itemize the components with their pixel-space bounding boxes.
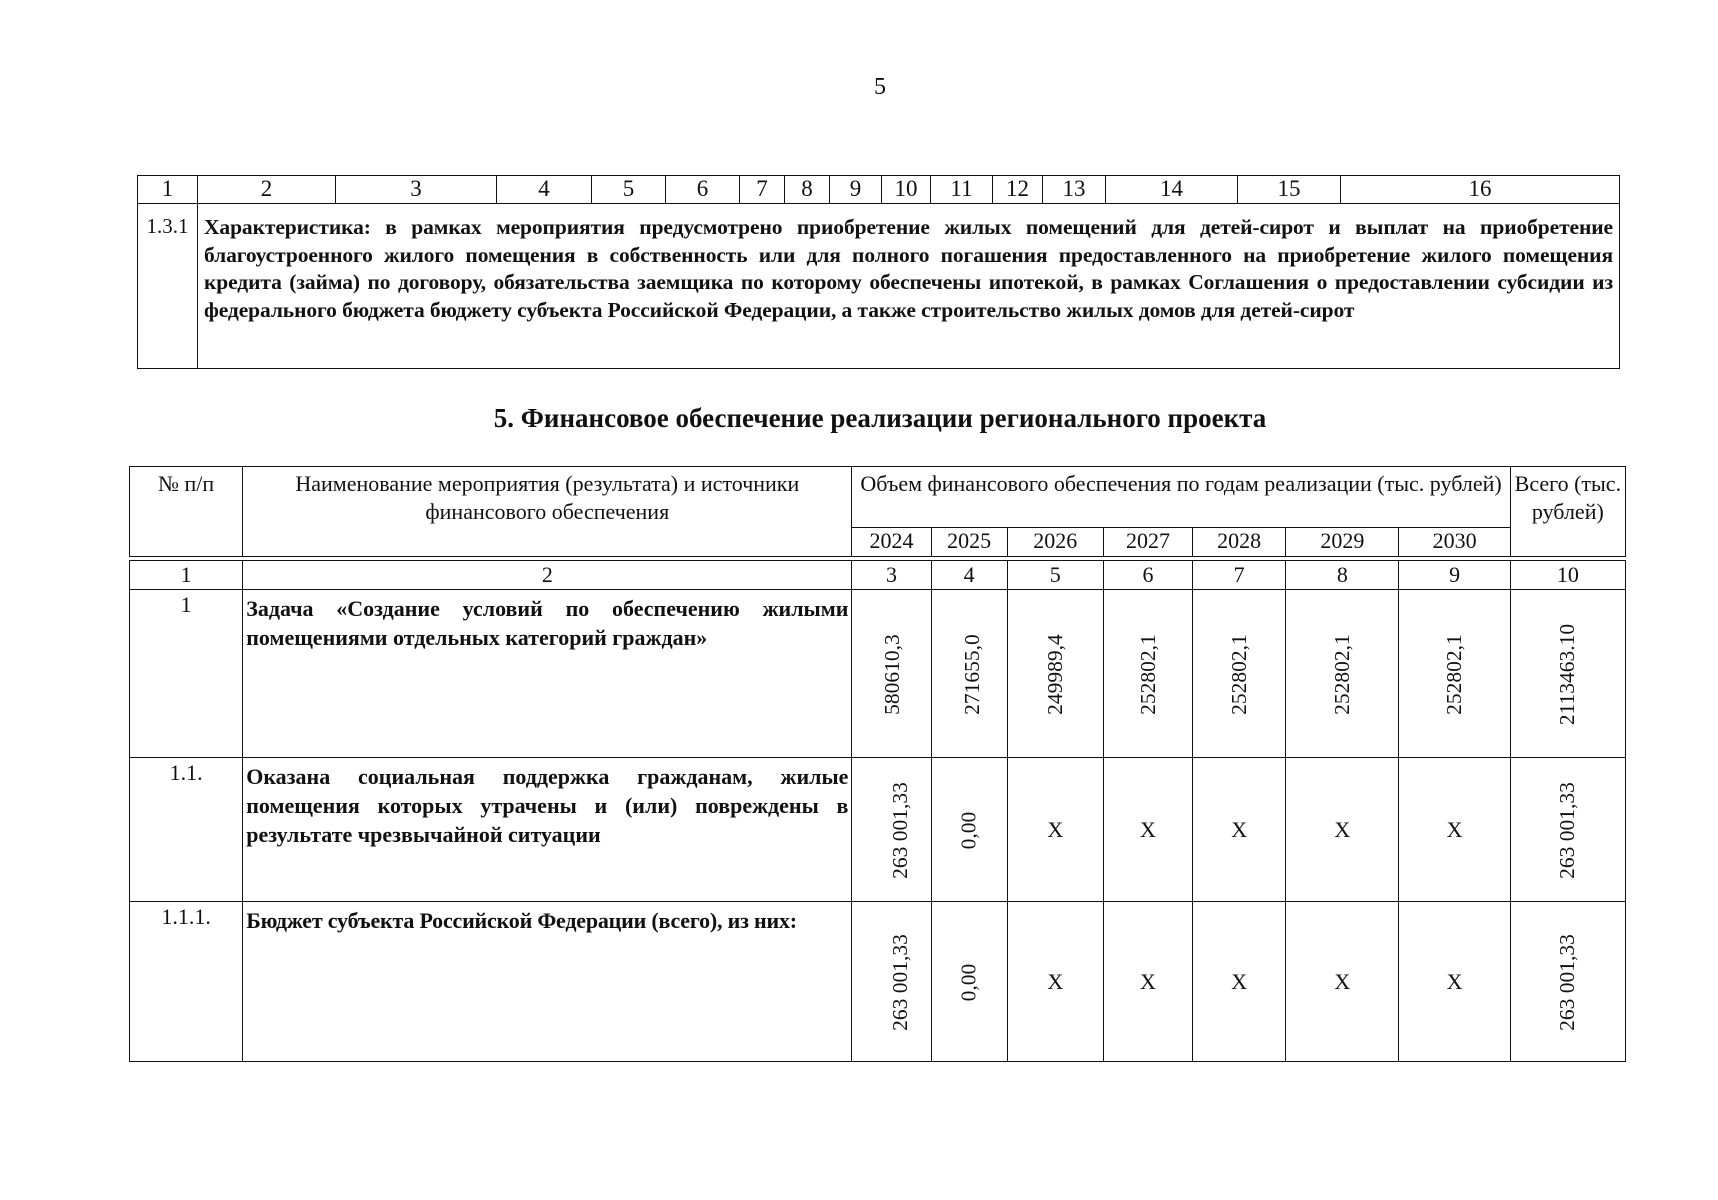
row-name: Оказана социальная поддержка гражданам, жилые помещения которых утрачены и (или) повреждены в результате чрезвычайной ситуации bbox=[243, 758, 852, 902]
value-2027: X bbox=[1103, 902, 1192, 1062]
value-2026: 249989,4 bbox=[1042, 633, 1067, 715]
column-number: 11 bbox=[931, 176, 993, 204]
value-2028: X bbox=[1193, 902, 1286, 1062]
page-number: 5 bbox=[874, 74, 886, 100]
value-2026: X bbox=[1007, 758, 1103, 902]
header-volume: Объем финансового обеспечения по годам реализации (тыс. рублей) bbox=[852, 467, 1510, 528]
value-2025: 0,00 bbox=[956, 963, 981, 1001]
section-title: 5. Финансовое обеспечение реализации регионального проекта bbox=[493, 403, 1267, 433]
table-row bbox=[130, 590, 1626, 758]
year-header: 2026 bbox=[1007, 528, 1103, 557]
header-row bbox=[130, 467, 1626, 528]
column-number: 9 bbox=[830, 176, 882, 204]
column-number: 5 bbox=[592, 176, 666, 204]
column-index: 4 bbox=[931, 561, 1007, 590]
value-2030: X bbox=[1399, 902, 1510, 1062]
financing-table bbox=[129, 466, 1626, 1062]
column-index: 10 bbox=[1510, 561, 1625, 590]
column-index-row bbox=[130, 561, 1626, 590]
column-index: 1 bbox=[130, 561, 243, 590]
column-number: 2 bbox=[198, 176, 336, 204]
column-index: 6 bbox=[1103, 561, 1192, 590]
column-number: 7 bbox=[740, 176, 785, 204]
column-number: 16 bbox=[1341, 176, 1620, 204]
column-number: 6 bbox=[666, 176, 740, 204]
characteristic-text: Характеристика: в рамках мероприятия предусмотрено приобретение жилых помещений для детей-сирот и выплат на приобретение благоустроенного жилого помещения в собственность или для полного погашения предоставленного на приобретение жилого помещения кредита (займа) по договору, обязательства заемщика по которому обеспечены ипотекой, в рамках Соглашения о предоставлении субсидии из федерального бюджета бюджету субъекта Российской Федерации, а также строительство жилых домов для детей-сирот bbox=[198, 204, 1620, 369]
value-2025: 0,00 bbox=[956, 811, 981, 849]
value-2028: 252802,1 bbox=[1226, 633, 1251, 715]
column-number: 14 bbox=[1106, 176, 1238, 204]
column-index: 5 bbox=[1007, 561, 1103, 590]
column-number: 10 bbox=[882, 176, 931, 204]
row-number: 1.1.1. bbox=[130, 902, 243, 1062]
value-2029: 252802,1 bbox=[1329, 633, 1354, 715]
column-index: 7 bbox=[1193, 561, 1286, 590]
row-name: Бюджет субъекта Российской Федерации (всего), из них: bbox=[243, 902, 852, 1062]
value-total: 263 001,33 bbox=[1555, 781, 1580, 879]
value-2030: X bbox=[1399, 758, 1510, 902]
column-number: 4 bbox=[497, 176, 592, 204]
year-header: 2027 bbox=[1103, 528, 1192, 557]
column-number: 3 bbox=[336, 176, 497, 204]
column-number: 15 bbox=[1238, 176, 1341, 204]
year-header: 2029 bbox=[1286, 528, 1399, 557]
row-name: Задача «Создание условий по обеспечению жилыми помещениями отдельных категорий граждан» bbox=[243, 590, 852, 758]
column-index: 8 bbox=[1286, 561, 1399, 590]
value-total: 263 001,33 bbox=[1555, 933, 1580, 1031]
column-number: 8 bbox=[785, 176, 830, 204]
column-index: 2 bbox=[243, 561, 852, 590]
value-2027: 252802,1 bbox=[1135, 633, 1160, 715]
year-header: 2028 bbox=[1193, 528, 1286, 557]
continued-table bbox=[137, 175, 1620, 369]
value-2024: 580610,3 bbox=[880, 633, 905, 715]
value-2025: 271655,0 bbox=[959, 633, 984, 715]
table-row bbox=[130, 902, 1626, 1062]
value-total: 2113463.10 bbox=[1555, 623, 1580, 725]
value-2027: X bbox=[1103, 758, 1192, 902]
header-total: Всего (тыс. рублей) bbox=[1510, 467, 1625, 557]
year-header: 2030 bbox=[1399, 528, 1510, 557]
value-2030: 252802,1 bbox=[1442, 633, 1467, 715]
column-index: 9 bbox=[1399, 561, 1510, 590]
value-2028: X bbox=[1193, 758, 1286, 902]
row-number: 1.1. bbox=[130, 758, 243, 902]
year-header: 2025 bbox=[931, 528, 1007, 557]
value-2026: X bbox=[1007, 902, 1103, 1062]
value-2024: 263 001,33 bbox=[888, 933, 913, 1031]
column-number-row bbox=[138, 176, 1620, 204]
row-number: 1 bbox=[130, 590, 243, 758]
header-num: № п/п bbox=[130, 467, 243, 557]
column-index: 3 bbox=[852, 561, 931, 590]
table-row bbox=[138, 204, 1620, 369]
value-2024: 263 001,33 bbox=[888, 781, 913, 879]
column-number: 1 bbox=[138, 176, 198, 204]
column-number: 13 bbox=[1043, 176, 1106, 204]
table-row bbox=[130, 758, 1626, 902]
value-2029: X bbox=[1286, 902, 1399, 1062]
column-number: 12 bbox=[993, 176, 1043, 204]
header-name: Наименование мероприятия (результата) и источники финансового обеспечения bbox=[243, 467, 852, 557]
row-number: 1.3.1 bbox=[138, 204, 198, 369]
value-2029: X bbox=[1286, 758, 1399, 902]
year-header: 2024 bbox=[852, 528, 931, 557]
